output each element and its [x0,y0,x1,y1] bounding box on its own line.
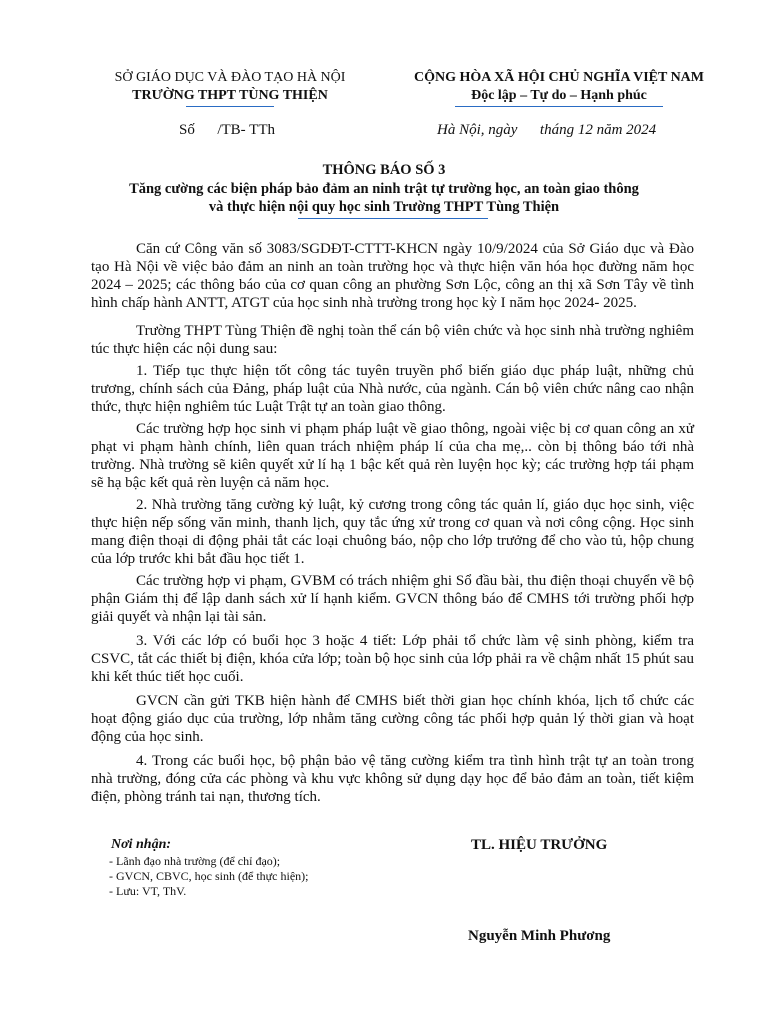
paragraph-item-2: 2. Nhà trường tăng cường kỷ luật, kỷ cương trong công tác quản lí, giáo dục học sinh, việc thực hiện nếp sống văn minh, thanh lịch, quy tắc ứng xử trong cơ quan và nơi công cộng. Học sinh mang điện thoại di động phải tắt các loại chuông báo, nộp cho lớp trưởng để cho vào tủ, hộp chung của lớp trước khi bắt đầu học tiết 1. [91,497,694,567]
notice-subtitle-line-2: và thực hiện nội quy học sinh Trường THPT Tùng Thiện [208,199,560,215]
paragraph-intro: Trường THPT Tùng Thiện đề nghị toàn thể cán bộ viên chức và học sinh nhà trường nghiêm túc thực hiện các nội dung sau: [91,323,694,357]
signer-name: Nguyễn Minh Phương [468,928,611,944]
paragraph-item-1-detail: Các trường hợp học sinh vi phạm pháp luật về giao thông, ngoài việc bị cơ quan công an xử phạt vi phạm hành chính, liên quan trách nhiệm pháp lí của cha mẹ,.. còn bị thông báo tới nhà trường. Nhà trường sẽ kiên quyết xử lí hạ 1 bậc kết quả rèn luyện học kỳ; các trường hợp tái phạm sẽ hạ bậc kết quả rèn luyện cả năm học. [91,421,694,491]
paragraph-item-4: 4. Trong các buổi học, bộ phận bảo vệ tăng cường kiểm tra tình hình trật tự an toàn trong nhà trường, đóng cửa các phòng và khu vực không sử dụng dạy học để bảo đảm an toàn, tiết kiệm điện, phòng tránh tai nạn, thương tích. [91,753,694,805]
school-name: TRƯỜNG THPT TÙNG THIỆN [132,88,328,103]
document-number: Số /TB- TTh [179,122,275,138]
notice-subtitle-line-1: Tăng cường các biện pháp bảo đảm an ninh trật tự trường học, an toàn giao thông [129,181,639,197]
paragraph-item-1: 1. Tiếp tục thực hiện tốt công tác tuyên truyền phổ biến giáo dục pháp luật, những chủ trương, chính sách của Đảng, pháp luật của Nhà nước, của ngành. Cán bộ viên chức nâng cao nhận thức, thực hiện nghiêm túc Luật Trật tự an toàn giao thông. [91,363,694,415]
recipient-item: - GVCN, CBVC, học sinh (để thực hiện); [109,869,309,883]
title-underline [298,218,488,219]
paragraph-legal-basis: Căn cứ Công văn số 3083/SGDĐT-CTTT-KHCN ngày 10/9/2024 của Sở Giáo dục và Đào tạo Hà Nội về việc bảo đảm an ninh an toàn trường học và thực hiện văn hóa học đường năm học 2024 – 2025; các thông báo của cơ quan công an phường Sơn Lộc, công an thị xã Sơn Tây về tình hình chấp hành ANTT, ATGT của học sinh nhà trường trong học kỳ I năm học 2024- 2025. [91,241,694,311]
recipients-heading: Nơi nhận: [111,837,172,852]
notice-body [91,240,694,806]
country-name: CỘNG HÒA XÃ HỘI CHỦ NGHĨA VIỆT NAM [413,70,704,85]
paragraph-item-3: 3. Với các lớp có buổi học 3 hoặc 4 tiết: Lớp phải tổ chức làm vệ sinh phòng, kiểm tra CSVC, tắt các thiết bị điện, khóa cửa lớp; toàn bộ học sinh của lớp phải ra về chậm nhất 15 phút sau khi kết thúc tiết học cuối. [91,633,694,685]
document-date: Hà Nội, ngày tháng 12 năm 2024 [437,122,657,138]
recipient-item: - Lưu: VT, ThV. [109,884,187,898]
recipient-item: - Lãnh đạo nhà trường (để chỉ đạo); [109,854,281,868]
notice-title: THÔNG BÁO SỐ 3 [322,162,446,178]
signer-role: TL. HIỆU TRƯỞNG [471,837,608,853]
school-underline [186,106,274,107]
national-motto: Độc lập – Tự do – Hạnh phúc [471,88,647,103]
paragraph-item-3-detail: GVCN cần gửi TKB hiện hành để CMHS biết thời gian học chính khóa, lịch tổ chức các hoạt động giáo dục của trường, lớp nhằm tăng cường công tác phối hợp quản lý thời gian và hoạt động của học sinh. [91,693,694,745]
motto-underline [455,106,663,107]
agency-name: SỞ GIÁO DỤC VÀ ĐÀO TẠO HÀ NỘI [114,70,346,85]
paragraph-item-2-detail: Các trường hợp vi phạm, GVBM có trách nhiệm ghi Sổ đầu bài, thu điện thoại chuyển về bộ phận Giám thị để lập danh sách xử lí hạnh kiểm. GVCN thông báo để CMHS tới trường phối hợp giải quyết và nhận lại tài sản. [91,573,694,625]
